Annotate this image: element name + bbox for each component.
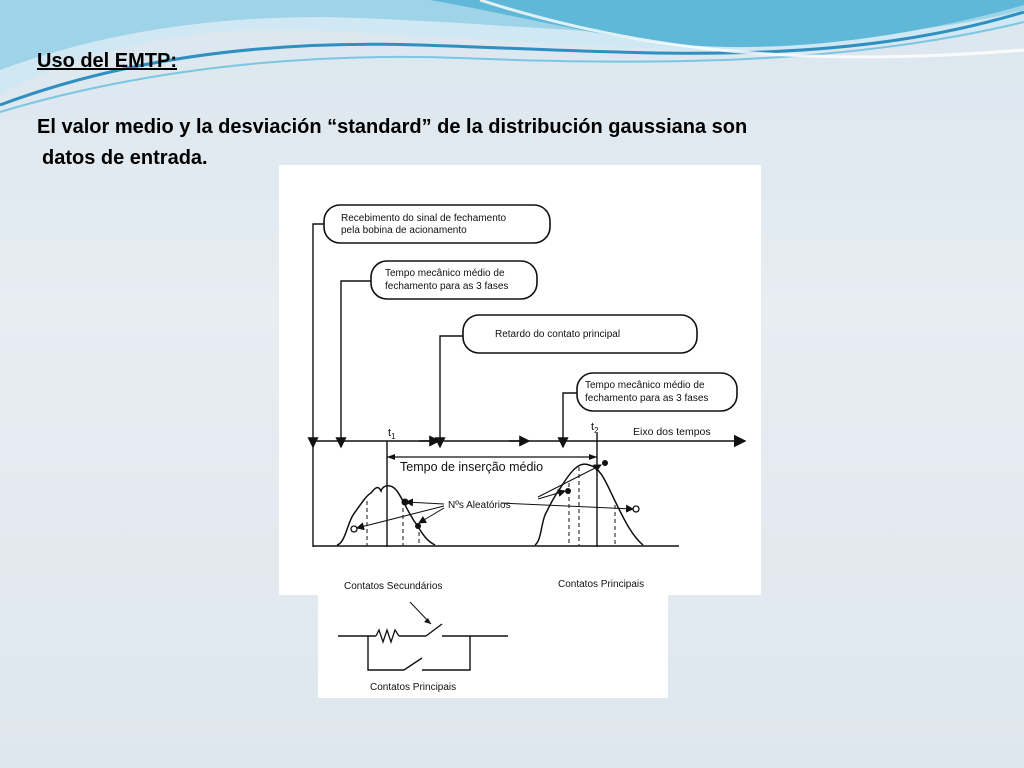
callout-signal-line1: Recebimento do sinal de fechamento (341, 213, 507, 224)
principal-contacts-label: Contatos Principais (558, 579, 645, 590)
lower-branch (368, 636, 404, 670)
callout-mech1-line1: Tempo mecânico médio de (385, 268, 505, 279)
contacts-circuit-diagram (318, 594, 668, 698)
bell-curve-principal (535, 464, 643, 545)
random-arrow-1 (406, 502, 444, 504)
resistor (376, 630, 399, 642)
secondary-pointer-head (424, 618, 431, 624)
arrow-delay (440, 336, 463, 447)
random-point-right-3 (633, 506, 639, 512)
random-arrow-3 (419, 508, 444, 523)
breaker-timing-diagram (279, 165, 761, 595)
callout-signal-line2: pela bobina de acionamento (341, 225, 467, 236)
callout-box-mech-time-1 (371, 261, 537, 299)
principal-switch (404, 658, 422, 670)
bell-curve-secondary (337, 486, 435, 545)
callout-box-signal (324, 205, 550, 243)
random-point-right-1 (565, 488, 571, 494)
secondary-contacts-label: Contatos Secundários (344, 581, 443, 592)
callout-mech2-line2: fechamento para as 3 fases (585, 393, 709, 404)
random-arrow-6 (501, 503, 633, 509)
arrow-signal (313, 224, 324, 447)
timing-diagram-svg (279, 165, 761, 595)
random-point-left-1 (351, 526, 357, 532)
random-arrow-2 (357, 506, 444, 528)
contacts-circuit-svg (318, 594, 668, 698)
callout-mech2-line1: Tempo mecânico médio de (585, 380, 705, 391)
body-line-2: datos de entrada. (42, 147, 208, 169)
random-point-right-2 (602, 460, 608, 466)
slide-heading: Uso del EMTP: (37, 50, 178, 72)
secondary-switch (426, 624, 442, 636)
principal-contacts-bottom-label: Contatos Principais (370, 682, 457, 693)
callout-mech1-line2: fechamento para as 3 fases (385, 281, 509, 292)
arrow-mech-time-1 (341, 281, 371, 447)
body-line-1: El valor medio y la desviación “standard” de la distribución gaussiana son (37, 116, 748, 138)
insertion-time-label: Tempo de inserção médio (400, 460, 544, 474)
random-point-left-3 (415, 523, 421, 529)
callout-box-mech-time-2 (577, 373, 737, 411)
lower-branch-right (422, 636, 470, 670)
random-numbers-label: Nºs Aleatórios (448, 500, 511, 511)
t2-label: $t_2$ (591, 421, 599, 435)
callout-delay-text: Retardo do contato principal (495, 329, 621, 340)
arrow-mech-time-2 (563, 393, 577, 447)
axis-label: Eixo dos tempos (633, 426, 711, 438)
t1-label: $t_1$ (388, 427, 396, 441)
